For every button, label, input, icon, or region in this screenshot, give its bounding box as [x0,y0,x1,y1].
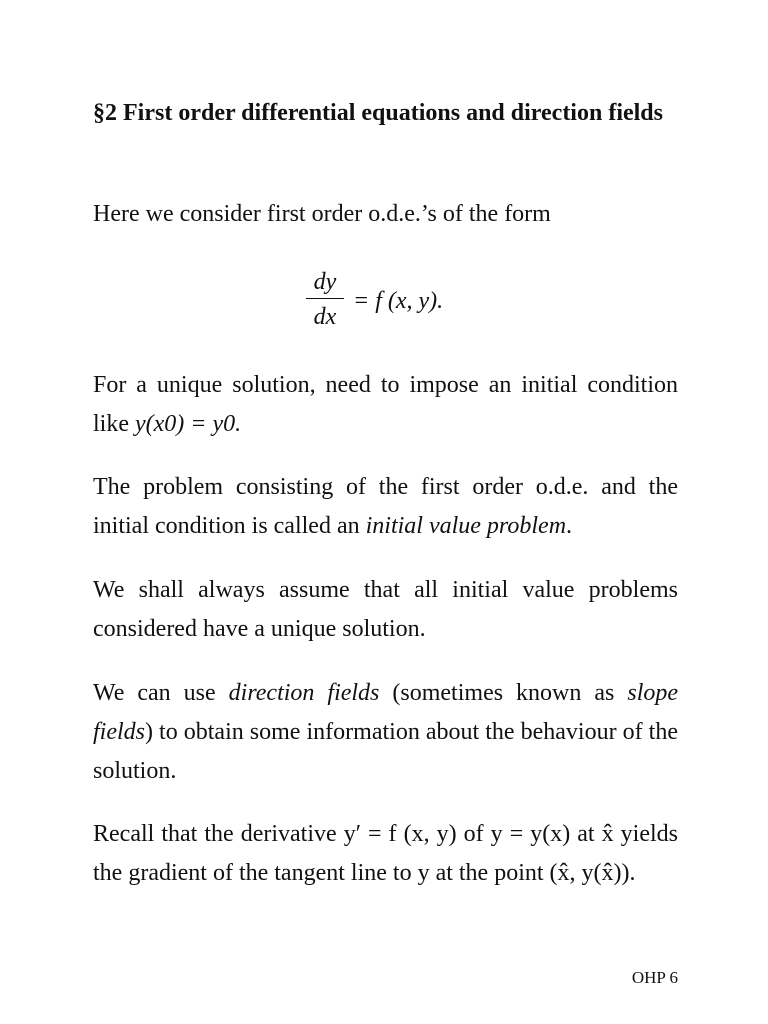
intro-paragraph: Here we consider first order o.d.e.’s of the form [93,201,551,227]
direction-fields-paragraph [93,674,678,791]
ivp-term: initial value problem [365,513,567,539]
df-text-2: (sometimes known as [392,680,615,706]
initial-condition-text: For a unique solution, need to impose an initial condition like [93,372,678,437]
initial-condition-formula: y(x0) = y0. [135,411,242,437]
fraction-numerator: dy [313,269,337,295]
ivp-period: . [566,513,573,539]
page-footer-label: OHP 6 [631,968,678,987]
fraction-denominator: dx [313,304,337,330]
derivative-paragraph: Recall that the derivative y′ = f (x, y) of y = y(x) at x̂ yields the gradient of the tangent line to y at the point (x̂, y(x̂)). [93,821,678,886]
equation-rhs: = f (x, y). [353,288,444,314]
derivative-fraction [306,266,344,333]
ivp-text: The problem consisting of the first order o.d.e. and the initial condition is called an [93,474,678,539]
slope-fields-term: slope fields [93,680,679,745]
assumption-paragraph: We shall always assume that all initial value problems considered have a unique solution. [93,577,678,642]
ivp-definition-paragraph [93,468,678,546]
direction-fields-term: direction fields [228,680,380,706]
df-text-3: ) to obtain some information about the behaviour of the solution. [93,719,678,784]
df-text-1: We can use [93,680,216,706]
section-heading: §2 First order differential equations and direction fields [93,100,663,126]
initial-condition-paragraph [93,366,678,444]
ode-equation [93,266,678,336]
